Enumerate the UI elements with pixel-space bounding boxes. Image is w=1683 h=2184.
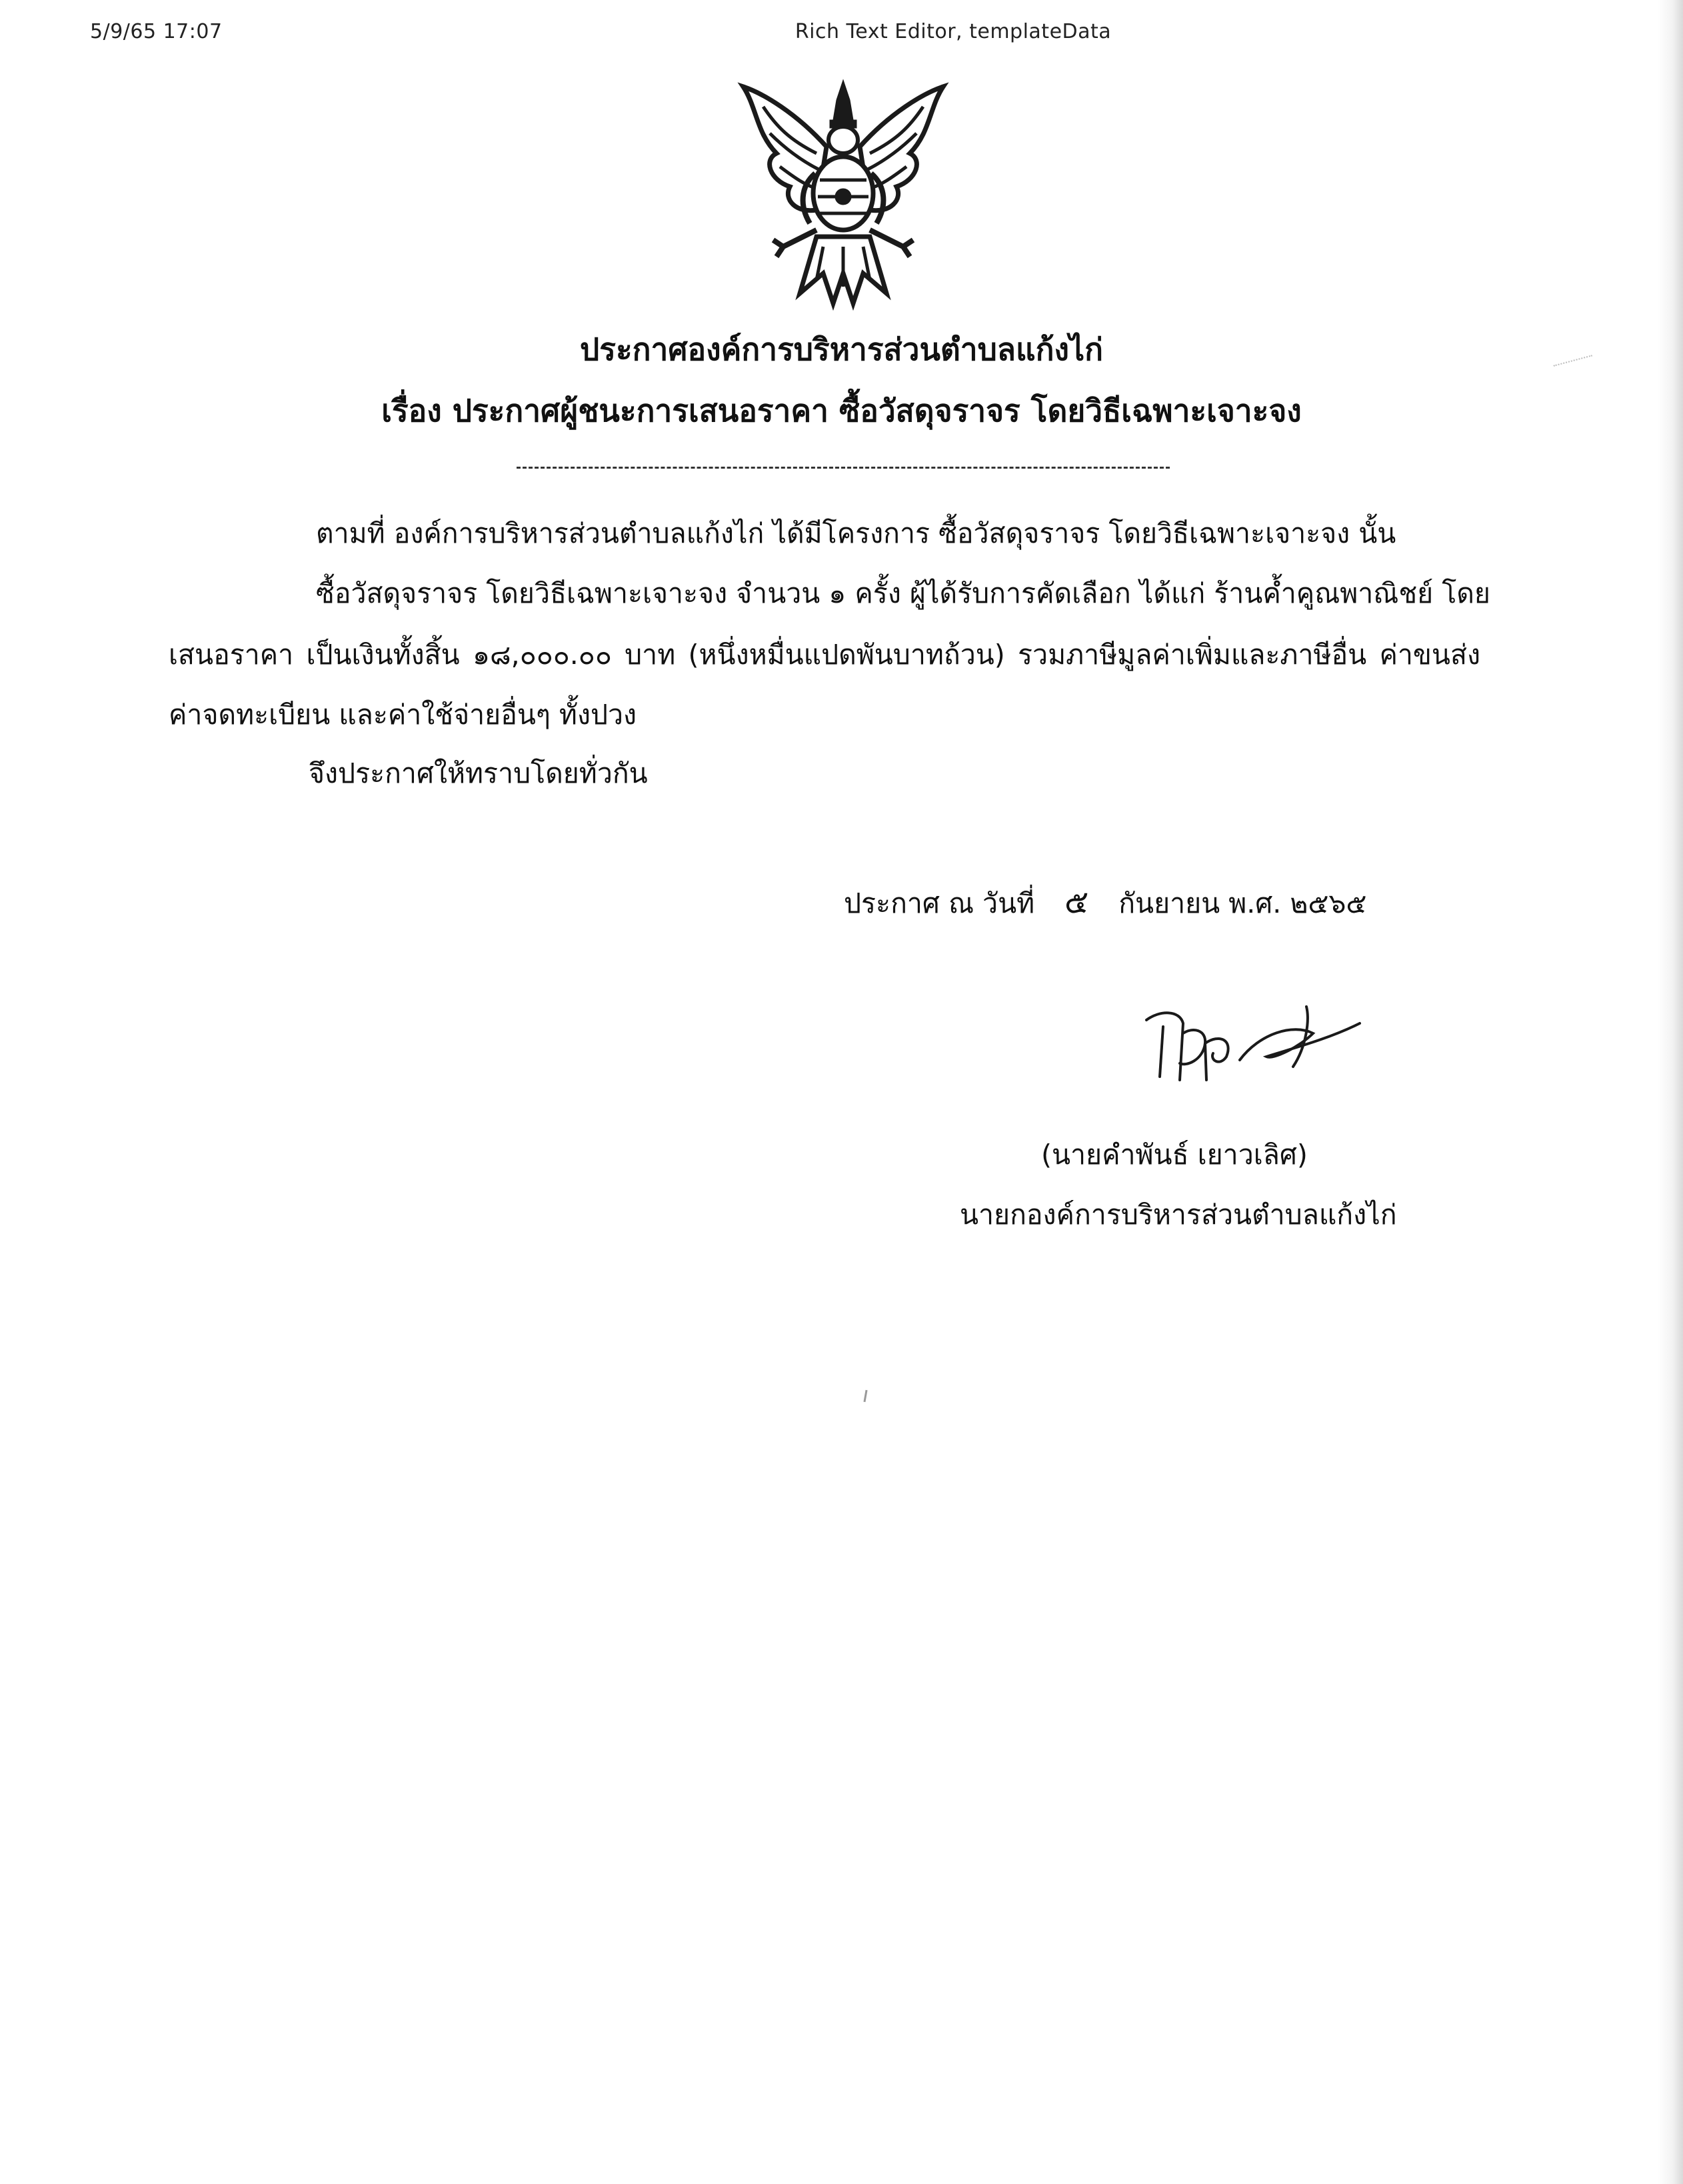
closing-statement: จึงประกาศให้ทราบโดยทั่วกัน [309,757,648,789]
announcement-subject: เรื่อง ประกาศผู้ชนะการเสนอราคา ซื้อวัสดุจราจร โดยวิธีเฉพาะเจาะจง [381,393,1302,429]
handwritten-signature [1133,993,1366,1093]
body-paragraph-1: ตามที่ องค์การบริหารส่วนตำบลแก้งไก่ ได้มีโครงการ ซื้อวัสดุจราจร โดยวิธีเฉพาะเจาะจง นั้น [316,517,1396,549]
signer-name: (นายคำพันธ์ เยาวเลิศ) [1041,1139,1308,1171]
announcement-date [844,877,1366,927]
date-month-year: กันยายน พ.ศ. ๒๕๖๕ [1118,887,1367,919]
title-divider [517,467,1170,469]
signer-position: นายกองค์การบริหารส่วนตำบลแก้งไก่ [960,1199,1397,1231]
body-paragraph-4: ค่าจดทะเบียน และค่าใช้จ่ายอื่นๆ ทั้งปวง [169,699,637,731]
date-day-handwritten: ๕ [1064,883,1089,921]
print-source: Rich Text Editor, templateData [795,20,1112,43]
announcement-title: ประกาศองค์การบริหารส่วนตำบลแก้งไก่ [580,331,1103,367]
body-paragraph-2: ซื้อวัสดุจราจร โดยวิธีเฉพาะเจาะจง จำนวน ๑ ครั้ง ผู้ได้รับการคัดเลือก ได้แก่ ร้านค้ำคูณพาณิชย์ โดย [316,577,1490,609]
body-paragraph-3: เสนอราคา เป็นเงินทั้งสิ้น ๑๘,๐๐๐.๐๐ บาท (หนึ่งหมื่นแปดพันบาทถ้วน) รวมภาษีมูลค่าเพิ่มและภาษีอื่น ค่าขนส่ง [169,639,1480,671]
garuda-emblem-icon [737,73,950,313]
date-prefix: ประกาศ ณ วันที่ [844,887,1035,919]
print-timestamp: 5/9/65 17:07 [90,20,223,43]
scan-speck [863,1390,867,1402]
